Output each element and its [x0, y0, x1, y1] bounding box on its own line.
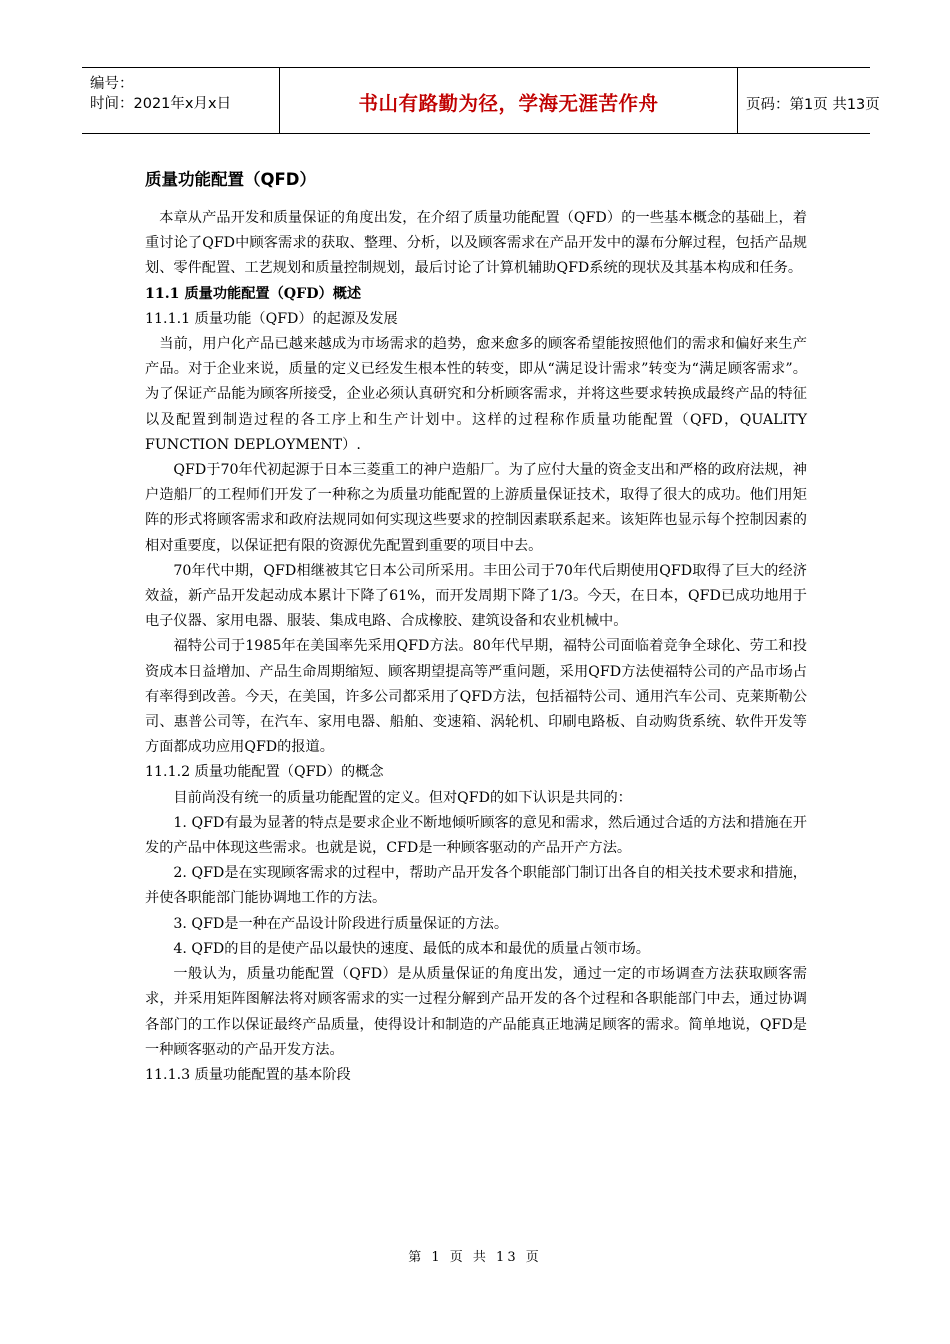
header-page-cell: [738, 68, 880, 133]
paragraph-4: 福特公司于1985年在美国率先采用QFD方法。80年代早期，福特公司面临着竞争全球化、劳工和投资成本日益增加、产品生命周期缩短、顾客期望提高等严重问题，采用QFD方法使福特公司的产品市场占有率得到改善。今天，在美国，许多公司都采用了QFD方法，包括福特公司、通用汽车公司、克莱斯勒公司、惠普公司等，在汽车、家用电器、船舶、变速箱、涡轮机、印刷电路板、自动购货系统、软件开发等方面都成功应用QFD的报道。: [145, 638, 807, 756]
list-item-1: 1. QFD有最为显著的特点是要求企业不断地倾听顾客的意见和需求，然后通过合适的方法和措施在开发的产品中体现这些需求。也就是说，CFD是一种顾客驱动的产品开产方法。: [145, 814, 807, 857]
header-meta-cell: [82, 68, 280, 133]
section-heading-11-1-2: 11.1.2 质量功能配置（QFD）的概念: [145, 764, 384, 781]
paragraph-5: 目前尚没有统一的质量功能配置的定义。但对QFD的如下认识是共同的：: [173, 789, 632, 806]
paragraph-1: 当前，用户化产品已越来越成为市场需求的趋势，愈来愈多的顾客希望能按照他们的需求和偏好来生产产品。对于企业来说，质量的定义已经发生根本性的转变，即从“满足设计需求”转变为“满足顾客需求”。为了保证产品能为顾客所接受，企业必须认真研究和分析顾客需求，并将这些要求转换成最终产品的特征以及配置到制造过程的各工序上和生产计划中。这样的过程称作质量功能配置（QFD，QUALITY FUNCTION DEPLOYMENT）.: [145, 336, 807, 453]
list-item-2: 2. QFD是在实现顾客需求的过程中，帮助产品开发各个职能部门制订出各自的相关技术要求和措施，并使各职能部门能协调地工作的方法。: [145, 865, 807, 907]
paragraph-3: 70年代中期，QFD相继被其它日本公司所采用。丰田公司于70年代后期使用QFD取得了巨大的经济效益，新产品开发起动成本累计下降了61%，而开发周期下降了1/3。今天，在日本，QFD已成功地用于电子仪器、家用电器、服装、集成电路、合成橡胶、建筑设备和农业机械中。: [145, 562, 807, 630]
motto-text: 书山有路勤为径，学海无涯苦作舟: [358, 92, 659, 115]
time-label: 时间：2021年x月x日: [90, 96, 232, 112]
document-body: [145, 168, 807, 1088]
list-item-4: 4. QFD的目的是使产品以最快的速度、最低的成本和最优的质量占领市场。: [173, 940, 650, 957]
paragraph-6: 一般认为，质量功能配置（QFD）是从质量保证的角度出发，通过一定的市场调查方法获取顾客需求，并采用矩阵图解法将对顾客需求的实一过程分解到产品开发的各个过程和各职能部门中去，通过协调各部门的工作以保证最终产品质量，使得设计和制造的产品能真正地满足顾客的需求。简单地说，QFD是一种顾客驱动的产品开发方法。: [145, 966, 807, 1058]
header-motto-cell: [280, 68, 738, 133]
list-item-3: 3. QFD是一种在产品设计阶段进行质量保证的方法。: [173, 915, 509, 932]
page-footer: 第 1 页 共 13 页: [408, 1250, 542, 1265]
page-info: 页码：第1页 共13页: [746, 97, 880, 113]
section-heading-11-1: 11.1 质量功能配置（QFD）概述: [145, 285, 362, 302]
section-heading-11-1-1: 11.1.1 质量功能（QFD）的起源及发展: [145, 310, 398, 327]
code-label: 编号：: [90, 76, 134, 92]
document-header: [82, 67, 880, 134]
document-title: 质量功能配置（QFD）: [145, 170, 316, 189]
section-heading-11-1-3: 11.1.3 质量功能配置的基本阶段: [145, 1066, 351, 1083]
paragraph-2: QFD于70年代初起源于日本三菱重工的神户造船厂。为了应付大量的资金支出和严格的政府法规，神户造船厂的工程师们开发了一种称之为质量功能配置的上游质量保证技术，取得了很大的成功。他们用矩阵的形式将顾客需求和政府法规同如何实现这些要求的控制因素联系起来。该矩阵也显示每个控制因素的相对重要度，以保证把有限的资源优先配置到重要的项目中去。: [145, 462, 807, 554]
abstract-paragraph: 本章从产品开发和质量保证的角度出发，在介绍了质量功能配置（QFD）的一些基本概念的基础上，着重讨论了QFD中顾客需求的获取、整理、分析，以及顾客需求在产品开发中的瀑布分解过程，包括产品规划、零件配置、工艺规划和质量控制规划，最后讨论了计算机辅助QFD系统的现状及其基本构成和任务。: [145, 210, 807, 277]
